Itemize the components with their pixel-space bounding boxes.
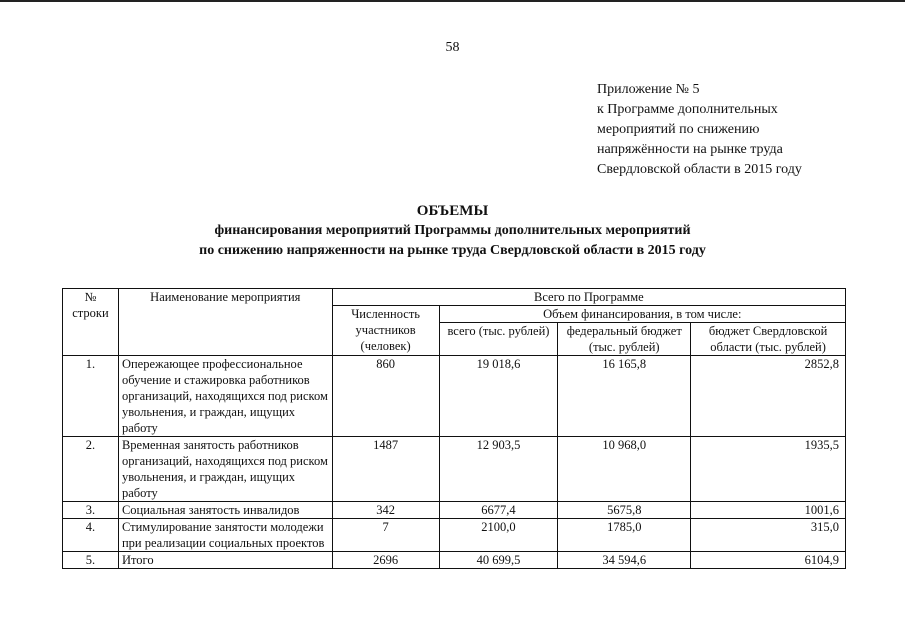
appendix-line: напряжённости на рынке труда [597, 142, 783, 157]
heading-subtitle: финансирования мероприятий Программы дополнительных мероприятий [214, 223, 691, 238]
activity-name: Стимулирование занятости молодежи при реализации социальных проектов [118, 519, 332, 552]
row-number: 5. [63, 552, 119, 569]
table-row-total [63, 552, 846, 569]
header-participants: Численность участников (человек) [332, 306, 439, 356]
header-funding-group: Объем финансирования, в том числе: [439, 306, 845, 323]
regional-value: 1001,6 [691, 502, 846, 519]
funding-table [62, 288, 846, 569]
regional-value: 2852,8 [691, 356, 846, 437]
row-number: 4. [63, 519, 119, 552]
federal-value: 1785,0 [558, 519, 691, 552]
appendix-line: Свердловской области в 2015 году [597, 162, 802, 177]
header-row-number: № строки [63, 289, 119, 356]
total-value: 2100,0 [439, 519, 558, 552]
regional-value: 1935,5 [691, 437, 846, 502]
activity-name: Социальная занятость инвалидов [118, 502, 332, 519]
header-activity-name: Наименование мероприятия [118, 289, 332, 356]
page-number: 58 [445, 40, 460, 55]
activity-name: Временная занятость работников организаций, находящихся под риском увольнения, и граждан, ищущих работу [118, 437, 332, 502]
table-header-row [63, 289, 846, 306]
row-number: 3. [63, 502, 119, 519]
header-regional: бюджет Свердловской области (тыс. рублей) [691, 323, 846, 356]
row-number: 1. [63, 356, 119, 437]
activity-name: Итого [118, 552, 332, 569]
table-row [63, 519, 846, 552]
total-value: 40 699,5 [439, 552, 558, 569]
regional-value: 315,0 [691, 519, 846, 552]
federal-value: 34 594,6 [558, 552, 691, 569]
participants-value: 342 [332, 502, 439, 519]
appendix-line: мероприятий по снижению [597, 122, 760, 137]
table-row [63, 502, 846, 519]
participants-value: 860 [332, 356, 439, 437]
federal-value: 10 968,0 [558, 437, 691, 502]
appendix-note [597, 80, 802, 180]
header-federal: федеральный бюджет (тыс. рублей) [558, 323, 691, 356]
total-value: 6677,4 [439, 502, 558, 519]
table-row [63, 437, 846, 502]
table-row [63, 356, 846, 437]
regional-value: 6104,9 [691, 552, 846, 569]
participants-value: 2696 [332, 552, 439, 569]
federal-value: 16 165,8 [558, 356, 691, 437]
row-number: 2. [63, 437, 119, 502]
appendix-line: к Программе дополнительных [597, 102, 778, 117]
total-value: 12 903,5 [439, 437, 558, 502]
participants-value: 7 [332, 519, 439, 552]
heading-subtitle: по снижению напряженности на рынке труда Свердловской области в 2015 году [199, 243, 706, 258]
scan-border-top [0, 0, 905, 2]
header-total-program: Всего по Программе [332, 289, 845, 306]
activity-name: Опережающее профессиональное обучение и стажировка работников организаций, находящихся под риском увольнения, и граждан, ищущих работу [118, 356, 332, 437]
federal-value: 5675,8 [558, 502, 691, 519]
document-heading [0, 201, 905, 261]
total-value: 19 018,6 [439, 356, 558, 437]
heading-title: ОБЪЕМЫ [416, 203, 489, 219]
header-total: всего (тыс. рублей) [439, 323, 558, 356]
appendix-line: Приложение № 5 [597, 82, 700, 97]
participants-value: 1487 [332, 437, 439, 502]
